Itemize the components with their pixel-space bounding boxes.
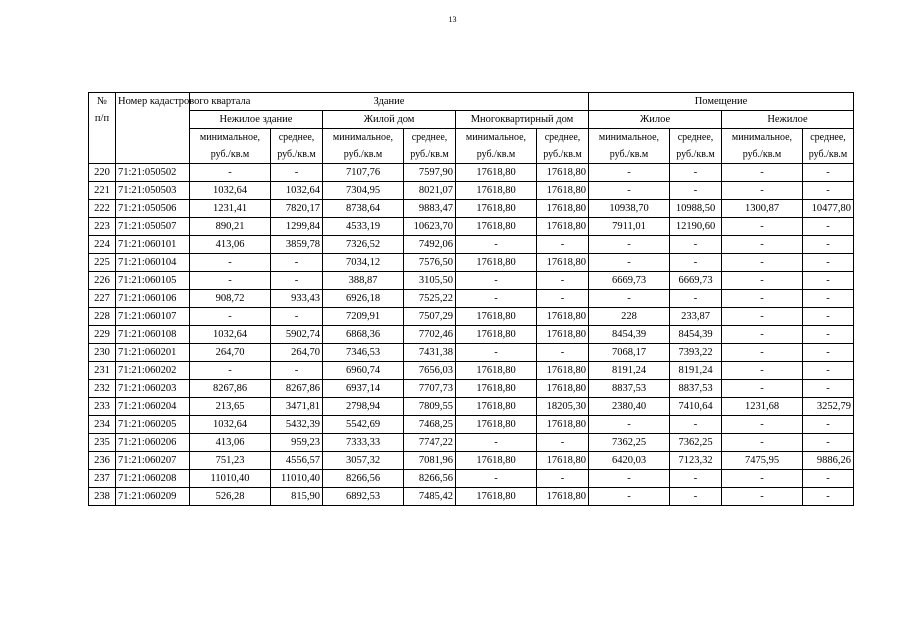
- cell-nonres-premises-min: -: [722, 488, 803, 506]
- header-avg-value: среднее, руб./кв.м: [404, 129, 456, 164]
- header-min-value: минимальное, руб./кв.м: [323, 129, 404, 164]
- table-row: [89, 452, 854, 470]
- cell-nonres-building-avg: 815,90: [271, 488, 323, 506]
- cell-nonres-premises-avg: -: [803, 416, 854, 434]
- cell-nonres-building-min: -: [190, 362, 271, 380]
- cell-res-premises-min: 8191,24: [589, 362, 670, 380]
- cell-apartment-min: 17618,80: [456, 452, 537, 470]
- cell-row-number: 231: [89, 362, 116, 380]
- cell-apartment-min: 17618,80: [456, 488, 537, 506]
- cell-cadastral-quarter: 71:21:060203: [116, 380, 190, 398]
- table-row: [89, 344, 854, 362]
- cell-row-number: 220: [89, 164, 116, 182]
- cell-house-min: 7304,95: [323, 182, 404, 200]
- cell-nonres-premises-min: -: [722, 182, 803, 200]
- cell-nonres-building-avg: -: [271, 362, 323, 380]
- cell-house-avg: 7597,90: [404, 164, 456, 182]
- header-min-value: минимальное, руб./кв.м: [589, 129, 670, 164]
- table-row: [89, 236, 854, 254]
- cell-nonres-building-avg: 1032,64: [271, 182, 323, 200]
- cell-res-premises-min: 7362,25: [589, 434, 670, 452]
- header-residential-house: Жилой дом: [323, 111, 456, 129]
- cell-apartment-avg: 17618,80: [537, 218, 589, 236]
- cell-row-number: 238: [89, 488, 116, 506]
- cell-house-min: 4533,19: [323, 218, 404, 236]
- cell-house-min: 3057,32: [323, 452, 404, 470]
- cell-res-premises-min: -: [589, 416, 670, 434]
- cell-nonres-premises-avg: -: [803, 272, 854, 290]
- cell-house-avg: 7507,29: [404, 308, 456, 326]
- cell-nonres-premises-avg: -: [803, 164, 854, 182]
- cell-apartment-avg: -: [537, 290, 589, 308]
- cell-nonres-premises-min: -: [722, 308, 803, 326]
- cell-apartment-avg: 17618,80: [537, 254, 589, 272]
- cell-row-number: 226: [89, 272, 116, 290]
- cell-house-min: 7333,33: [323, 434, 404, 452]
- cell-cadastral-quarter: 71:21:060206: [116, 434, 190, 452]
- cell-cadastral-quarter: 71:21:060101: [116, 236, 190, 254]
- cell-nonres-building-min: 413,06: [190, 236, 271, 254]
- header-apartment-building: Многоквартирный дом: [456, 111, 589, 129]
- cell-apartment-min: -: [456, 272, 537, 290]
- cell-house-avg: 7525,22: [404, 290, 456, 308]
- cell-apartment-min: -: [456, 236, 537, 254]
- cell-row-number: 232: [89, 380, 116, 398]
- cell-nonres-premises-min: -: [722, 218, 803, 236]
- cell-house-avg: 7485,42: [404, 488, 456, 506]
- cell-nonres-premises-min: -: [722, 236, 803, 254]
- cell-res-premises-min: -: [589, 470, 670, 488]
- cell-apartment-avg: 17618,80: [537, 326, 589, 344]
- cell-nonres-building-avg: -: [271, 308, 323, 326]
- header-nonresidential-building: Нежилое здание: [190, 111, 323, 129]
- cell-apartment-min: 17618,80: [456, 254, 537, 272]
- cell-nonres-building-min: 890,21: [190, 218, 271, 236]
- cell-nonres-premises-avg: -: [803, 488, 854, 506]
- cell-apartment-avg: 17618,80: [537, 380, 589, 398]
- cell-row-number: 224: [89, 236, 116, 254]
- cell-house-avg: 10623,70: [404, 218, 456, 236]
- table-row: [89, 200, 854, 218]
- table-row: [89, 272, 854, 290]
- cell-cadastral-quarter: 71:21:060105: [116, 272, 190, 290]
- cell-nonres-building-avg: 8267,86: [271, 380, 323, 398]
- cell-nonres-premises-avg: -: [803, 326, 854, 344]
- cell-res-premises-avg: 12190,60: [670, 218, 722, 236]
- cell-row-number: 234: [89, 416, 116, 434]
- cell-cadastral-quarter: 71:21:060202: [116, 362, 190, 380]
- cell-apartment-avg: 17618,80: [537, 308, 589, 326]
- cell-res-premises-min: -: [589, 182, 670, 200]
- cell-house-avg: 9883,47: [404, 200, 456, 218]
- cell-row-number: 228: [89, 308, 116, 326]
- cell-house-avg: 7576,50: [404, 254, 456, 272]
- cell-nonres-premises-avg: 10477,80: [803, 200, 854, 218]
- cell-apartment-min: -: [456, 434, 537, 452]
- cell-house-min: 8738,64: [323, 200, 404, 218]
- cell-nonres-premises-min: -: [722, 362, 803, 380]
- cell-apartment-min: 17618,80: [456, 398, 537, 416]
- cell-cadastral-quarter: 71:21:060106: [116, 290, 190, 308]
- cell-apartment-avg: 17618,80: [537, 164, 589, 182]
- cell-nonres-premises-min: -: [722, 380, 803, 398]
- cell-house-min: 7107,76: [323, 164, 404, 182]
- cell-res-premises-avg: -: [670, 488, 722, 506]
- cell-house-min: 7209,91: [323, 308, 404, 326]
- cadastral-value-table: [88, 92, 854, 506]
- cell-house-min: 7326,52: [323, 236, 404, 254]
- cell-apartment-min: 17618,80: [456, 218, 537, 236]
- cell-nonres-premises-min: -: [722, 164, 803, 182]
- cell-nonres-premises-min: -: [722, 470, 803, 488]
- cell-house-avg: 7468,25: [404, 416, 456, 434]
- cell-apartment-min: 17618,80: [456, 200, 537, 218]
- cell-apartment-avg: 17618,80: [537, 200, 589, 218]
- header-nonresidential-premises: Нежилое: [722, 111, 854, 129]
- cell-nonres-premises-min: -: [722, 290, 803, 308]
- cell-apartment-avg: -: [537, 434, 589, 452]
- cell-nonres-premises-min: 7475,95: [722, 452, 803, 470]
- cell-house-min: 5542,69: [323, 416, 404, 434]
- cell-res-premises-avg: -: [670, 182, 722, 200]
- cell-apartment-min: 17618,80: [456, 164, 537, 182]
- cell-apartment-avg: -: [537, 470, 589, 488]
- cell-nonres-premises-avg: -: [803, 344, 854, 362]
- cell-nonres-building-min: -: [190, 272, 271, 290]
- cell-house-avg: 7809,55: [404, 398, 456, 416]
- cell-res-premises-min: -: [589, 290, 670, 308]
- cell-res-premises-avg: -: [670, 470, 722, 488]
- cell-nonres-building-avg: 5902,74: [271, 326, 323, 344]
- cell-cadastral-quarter: 71:21:060104: [116, 254, 190, 272]
- cell-res-premises-min: 10938,70: [589, 200, 670, 218]
- cell-house-avg: 7707,73: [404, 380, 456, 398]
- cell-nonres-premises-avg: -: [803, 434, 854, 452]
- cell-row-number: 222: [89, 200, 116, 218]
- cell-res-premises-avg: 7410,64: [670, 398, 722, 416]
- cell-nonres-building-avg: 3471,81: [271, 398, 323, 416]
- header-avg-value: среднее, руб./кв.м: [271, 129, 323, 164]
- cell-house-min: 7346,53: [323, 344, 404, 362]
- table-row: [89, 290, 854, 308]
- cell-res-premises-min: 6420,03: [589, 452, 670, 470]
- cell-house-min: 6960,74: [323, 362, 404, 380]
- cell-nonres-premises-avg: 3252,79: [803, 398, 854, 416]
- cell-res-premises-avg: 8837,53: [670, 380, 722, 398]
- cell-house-avg: 8021,07: [404, 182, 456, 200]
- cell-cadastral-quarter: 71:21:050502: [116, 164, 190, 182]
- cell-res-premises-min: -: [589, 236, 670, 254]
- cell-apartment-avg: -: [537, 344, 589, 362]
- cell-apartment-avg: -: [537, 272, 589, 290]
- cell-res-premises-avg: 6669,73: [670, 272, 722, 290]
- cell-house-avg: 7656,03: [404, 362, 456, 380]
- cell-nonres-building-min: -: [190, 308, 271, 326]
- cell-nonres-premises-min: -: [722, 326, 803, 344]
- cell-res-premises-avg: 10988,50: [670, 200, 722, 218]
- cell-res-premises-avg: 8191,24: [670, 362, 722, 380]
- table-row: [89, 218, 854, 236]
- cell-apartment-min: -: [456, 290, 537, 308]
- cell-house-min: 8266,56: [323, 470, 404, 488]
- cell-res-premises-avg: -: [670, 290, 722, 308]
- cell-res-premises-min: 228: [589, 308, 670, 326]
- cell-apartment-avg: -: [537, 236, 589, 254]
- cell-cadastral-quarter: 71:21:060209: [116, 488, 190, 506]
- cell-cadastral-quarter: 71:21:060201: [116, 344, 190, 362]
- cell-nonres-building-avg: 7820,17: [271, 200, 323, 218]
- cell-res-premises-avg: 7393,22: [670, 344, 722, 362]
- header-avg-value: среднее, руб./кв.м: [670, 129, 722, 164]
- cell-nonres-building-avg: 933,43: [271, 290, 323, 308]
- cell-nonres-premises-min: 1231,68: [722, 398, 803, 416]
- cell-house-min: 2798,94: [323, 398, 404, 416]
- header-min-value: минимальное, руб./кв.м: [722, 129, 803, 164]
- cell-apartment-avg: 17618,80: [537, 452, 589, 470]
- cell-res-premises-avg: 7362,25: [670, 434, 722, 452]
- cell-apartment-avg: 17618,80: [537, 416, 589, 434]
- cell-nonres-building-min: 213,65: [190, 398, 271, 416]
- cell-res-premises-avg: 233,87: [670, 308, 722, 326]
- cell-res-premises-min: -: [589, 254, 670, 272]
- cell-res-premises-min: -: [589, 164, 670, 182]
- cell-row-number: 233: [89, 398, 116, 416]
- cell-nonres-premises-avg: -: [803, 470, 854, 488]
- cell-nonres-building-min: 526,28: [190, 488, 271, 506]
- cell-nonres-building-avg: 959,23: [271, 434, 323, 452]
- cell-row-number: 230: [89, 344, 116, 362]
- cell-apartment-min: -: [456, 344, 537, 362]
- header-building: Здание: [190, 93, 589, 111]
- table-row: [89, 434, 854, 452]
- cell-cadastral-quarter: 71:21:050503: [116, 182, 190, 200]
- cell-apartment-avg: 17618,80: [537, 182, 589, 200]
- cell-nonres-premises-avg: -: [803, 218, 854, 236]
- cell-nonres-building-min: 11010,40: [190, 470, 271, 488]
- cell-nonres-premises-min: -: [722, 434, 803, 452]
- cell-res-premises-min: 6669,73: [589, 272, 670, 290]
- cell-nonres-building-avg: -: [271, 272, 323, 290]
- cell-row-number: 236: [89, 452, 116, 470]
- table-row: [89, 362, 854, 380]
- cell-nonres-building-min: 751,23: [190, 452, 271, 470]
- cell-apartment-avg: 18205,30: [537, 398, 589, 416]
- cell-nonres-premises-avg: -: [803, 308, 854, 326]
- header-row-number: № п/п: [89, 93, 116, 164]
- cell-row-number: 225: [89, 254, 116, 272]
- cell-nonres-building-min: -: [190, 254, 271, 272]
- cell-house-avg: 7081,96: [404, 452, 456, 470]
- cell-apartment-min: 17618,80: [456, 362, 537, 380]
- cell-res-premises-min: 7068,17: [589, 344, 670, 362]
- cell-house-avg: 3105,50: [404, 272, 456, 290]
- cell-house-min: 6868,36: [323, 326, 404, 344]
- table-row: [89, 164, 854, 182]
- cell-apartment-min: 17618,80: [456, 416, 537, 434]
- cell-res-premises-avg: -: [670, 416, 722, 434]
- cell-house-min: 6937,14: [323, 380, 404, 398]
- cell-apartment-min: -: [456, 470, 537, 488]
- header-premises: Помещение: [589, 93, 854, 111]
- cell-res-premises-avg: 7123,32: [670, 452, 722, 470]
- cell-nonres-building-avg: 5432,39: [271, 416, 323, 434]
- cell-nonres-premises-min: -: [722, 254, 803, 272]
- cell-nonres-building-min: 1032,64: [190, 416, 271, 434]
- cell-house-avg: 7431,38: [404, 344, 456, 362]
- table-row: [89, 380, 854, 398]
- table-row: [89, 488, 854, 506]
- cell-cadastral-quarter: 71:21:050506: [116, 200, 190, 218]
- cell-nonres-building-min: 8267,86: [190, 380, 271, 398]
- cell-res-premises-min: 8837,53: [589, 380, 670, 398]
- header-min-value: минимальное, руб./кв.м: [456, 129, 537, 164]
- cell-nonres-premises-avg: -: [803, 290, 854, 308]
- cell-nonres-building-avg: -: [271, 254, 323, 272]
- table-row: [89, 308, 854, 326]
- cell-nonres-premises-min: -: [722, 344, 803, 362]
- cell-nonres-building-min: 1231,41: [190, 200, 271, 218]
- cell-apartment-min: 17618,80: [456, 182, 537, 200]
- table-row: [89, 470, 854, 488]
- cell-nonres-building-min: 413,06: [190, 434, 271, 452]
- cell-res-premises-avg: -: [670, 164, 722, 182]
- cell-house-min: 7034,12: [323, 254, 404, 272]
- cell-res-premises-avg: -: [670, 236, 722, 254]
- cell-house-avg: 7492,06: [404, 236, 456, 254]
- cell-nonres-building-avg: -: [271, 164, 323, 182]
- cell-apartment-min: 17618,80: [456, 326, 537, 344]
- cell-nonres-premises-avg: -: [803, 362, 854, 380]
- cell-house-avg: 7747,22: [404, 434, 456, 452]
- cell-row-number: 237: [89, 470, 116, 488]
- page-number: 13: [448, 15, 457, 24]
- header-avg-value: среднее, руб./кв.м: [803, 129, 854, 164]
- cell-nonres-building-min: 1032,64: [190, 182, 271, 200]
- cell-cadastral-quarter: 71:21:060207: [116, 452, 190, 470]
- cell-nonres-premises-min: -: [722, 272, 803, 290]
- cell-nonres-premises-avg: -: [803, 380, 854, 398]
- cell-res-premises-avg: -: [670, 254, 722, 272]
- cell-res-premises-min: 2380,40: [589, 398, 670, 416]
- cell-cadastral-quarter: 71:21:050507: [116, 218, 190, 236]
- header-cadastral-quarter: Номер кадастрового квартала: [116, 93, 190, 164]
- cell-nonres-premises-avg: -: [803, 254, 854, 272]
- cell-row-number: 223: [89, 218, 116, 236]
- cell-nonres-premises-avg: 9886,26: [803, 452, 854, 470]
- cell-res-premises-min: 7911,01: [589, 218, 670, 236]
- cell-res-premises-min: -: [589, 488, 670, 506]
- cell-nonres-building-avg: 1299,84: [271, 218, 323, 236]
- cell-row-number: 221: [89, 182, 116, 200]
- cell-nonres-premises-min: -: [722, 416, 803, 434]
- cell-cadastral-quarter: 71:21:060107: [116, 308, 190, 326]
- cell-house-avg: 7702,46: [404, 326, 456, 344]
- header-residential-premises: Жилое: [589, 111, 722, 129]
- cell-row-number: 229: [89, 326, 116, 344]
- cell-cadastral-quarter: 71:21:060204: [116, 398, 190, 416]
- cell-row-number: 235: [89, 434, 116, 452]
- cell-cadastral-quarter: 71:21:060205: [116, 416, 190, 434]
- cell-cadastral-quarter: 71:21:060108: [116, 326, 190, 344]
- table-row: [89, 398, 854, 416]
- cell-house-min: 388,87: [323, 272, 404, 290]
- cell-house-min: 6892,53: [323, 488, 404, 506]
- cell-cadastral-quarter: 71:21:060208: [116, 470, 190, 488]
- cell-apartment-avg: 17618,80: [537, 488, 589, 506]
- table-row: [89, 416, 854, 434]
- cell-house-min: 6926,18: [323, 290, 404, 308]
- cell-apartment-min: 17618,80: [456, 380, 537, 398]
- cell-res-premises-min: 8454,39: [589, 326, 670, 344]
- cell-nonres-building-min: 908,72: [190, 290, 271, 308]
- table-row: [89, 254, 854, 272]
- cell-nonres-building-avg: 4556,57: [271, 452, 323, 470]
- header-min-value: минимальное, руб./кв.м: [190, 129, 271, 164]
- cell-nonres-building-avg: 264,70: [271, 344, 323, 362]
- cell-nonres-premises-min: 1300,87: [722, 200, 803, 218]
- cell-apartment-min: 17618,80: [456, 308, 537, 326]
- cell-house-avg: 8266,56: [404, 470, 456, 488]
- cell-apartment-avg: 17618,80: [537, 362, 589, 380]
- table-row: [89, 182, 854, 200]
- cell-nonres-building-min: 1032,64: [190, 326, 271, 344]
- cell-nonres-premises-avg: -: [803, 236, 854, 254]
- cell-nonres-building-min: 264,70: [190, 344, 271, 362]
- cell-nonres-building-min: -: [190, 164, 271, 182]
- cell-nonres-premises-avg: -: [803, 182, 854, 200]
- table-row: [89, 326, 854, 344]
- header-avg-value: среднее, руб./кв.м: [537, 129, 589, 164]
- cell-nonres-building-avg: 11010,40: [271, 470, 323, 488]
- cell-row-number: 227: [89, 290, 116, 308]
- cell-nonres-building-avg: 3859,78: [271, 236, 323, 254]
- cell-res-premises-avg: 8454,39: [670, 326, 722, 344]
